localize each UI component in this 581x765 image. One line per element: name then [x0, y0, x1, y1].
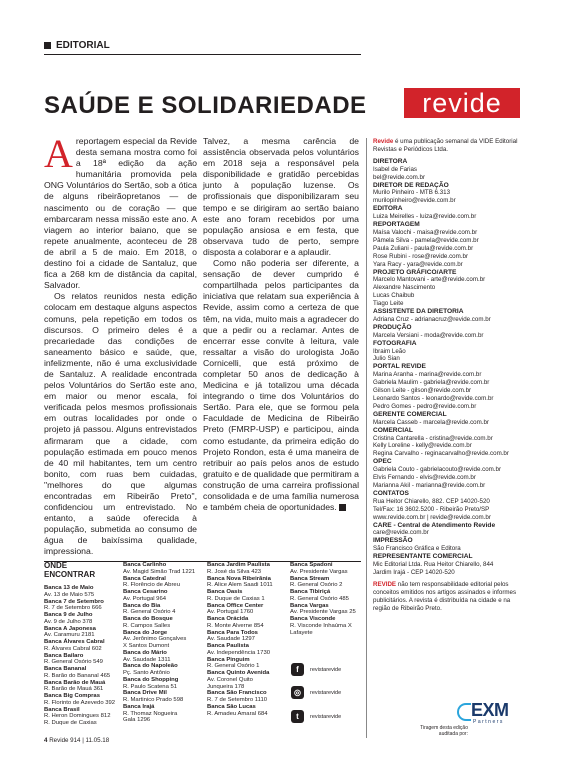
end-mark-icon: [339, 504, 346, 511]
newsstand-address: R. Duque de Caxias: [44, 720, 97, 726]
expediente-line: Yara Racy - yara@revide.com.br: [373, 260, 463, 268]
newsstand-address: R. Thomaz Nogueira: [123, 710, 178, 717]
expediente-line: bel@revide.com.br: [373, 173, 426, 181]
exm-sub: Partners: [473, 719, 504, 725]
newsstand-name: Banca Brasil: [44, 706, 80, 713]
newsstand-entry: [123, 690, 203, 704]
newsstand-address: R. General Osório 4: [123, 609, 176, 616]
expediente-line: Lucas Chaibub: [373, 292, 415, 300]
newsstand-entry: [44, 585, 116, 599]
newsstand-address: R. Florinto de Azevedo 392: [44, 699, 116, 706]
social-handle: revistarevide: [310, 713, 342, 720]
newsstand-address: R. 7 de Setembro 1110: [207, 697, 268, 703]
newsstand-entry: [207, 589, 287, 603]
intro-text: é uma publicação semanal da VIDE Editorial Revistas e Periódicos Ltda.: [373, 138, 518, 153]
newsstand-entry: [123, 663, 203, 677]
square-icon: [44, 42, 51, 49]
expediente-line: www.revide.com.br | revide@revide.com.br: [373, 513, 491, 521]
newsstand-name: Banca do Napoleão: [123, 663, 178, 670]
expediente-line: Adriana Cruz - adrianacruz@revide.com.br: [373, 315, 491, 323]
expediente-heading: COMERCIAL: [373, 426, 413, 434]
newsstand-entry: [290, 616, 370, 636]
newsstand-name: Banca Catedral: [123, 575, 166, 582]
page-footer: [44, 737, 109, 744]
newsstand-address: Pç. Santo Antônio: [123, 670, 170, 676]
newsstand-name: Banca Spadoni: [290, 562, 333, 568]
social-handle: revistarevide: [310, 666, 342, 673]
newsstand-entry: [123, 603, 203, 617]
expediente-line: Luiza Meirelles - luiza@revide.com.br: [373, 213, 477, 221]
expediente-line: Marcelo Mantovani - arte@revide.com.br: [373, 276, 486, 284]
article-paragraph: Os relatos reunidos nesta edição colocam em destaque alguns aspectos comuns, pela repetição em todos os discursos. O primeiro deles é a precariedade das condições de saneamento básico e saúde, que, infelizmente, não é uma exclusividade de Santaluz. A realidade encontrada pelos Voluntários do Sertão este ano, em maior ou menor escala, foi verificada pelos mesmos profissionais em outras localidades por onde o projeto já passou. Alguns entrevistados afirmaram que a cidade, com população estimada em pouco menos de 40 mil habitantes, tem um centro bonito, com ruas bem cuidadas, "melhores do que algumas encontradas em Ribeirão Preto", confidenciou um entrevistado. No entanto, a saúde oferecida à população, submetida ao consumo de água de baixíssima qualidade, impressiona.: [44, 291, 197, 557]
social-link[interactable]: [291, 710, 341, 723]
article-column-1: [44, 131, 197, 558]
brand-name: Revide: [373, 138, 394, 145]
expediente-heading: FOTOGRAFIA: [373, 339, 417, 347]
expediente-line: Elvis Fernando - elvis@revide.com.br: [373, 474, 476, 482]
expediente-heading: PRODUÇÃO: [373, 323, 412, 331]
newsstand-address: R. General Osório 485: [290, 595, 349, 602]
newsstand-address: R. Monte Alverne 854: [207, 622, 264, 629]
newsstand-address: Av. Portugal 964: [123, 595, 167, 602]
newsstand-address: Av. 13 de Maio 575: [44, 591, 95, 598]
newsstand-address: Av. Independência 1730: [207, 649, 270, 656]
revide-logo: revide: [404, 88, 520, 118]
newsstand-name: Banca Paulista: [207, 643, 249, 649]
newsstand-address: R. Álvares Cabral 602: [44, 645, 102, 652]
page-title: SAÚDE E SOLIDARIEDADE: [44, 92, 367, 119]
title-line: ENCONTRAR: [44, 570, 96, 579]
expediente-line: Marina Aranha - marina@revide.com.br: [373, 371, 482, 379]
newsstand-entry: [44, 612, 116, 626]
section-label: [44, 40, 110, 51]
newsstand-address: R. Visconde Inhaúma X: [290, 622, 352, 629]
newsstand-name: Banca A Japonesa: [44, 625, 96, 632]
newsstand-entry: [123, 630, 203, 644]
expediente-heading: EDITORA: [373, 205, 403, 213]
onde-encontrar-title: [44, 561, 95, 579]
newsstand-name: Banca 13 de Maio: [44, 585, 94, 591]
expediente-line: Isabel de Farias: [373, 165, 418, 173]
newsstand-name: Banca Para Todos: [207, 629, 258, 636]
newsstand-address: Av. Presidente Vargas: [290, 568, 348, 575]
newsstand-entry: [44, 720, 116, 727]
brand-name: REVIDE: [373, 580, 397, 588]
newsstand-address: R. Florêncio de Abreu: [123, 582, 180, 589]
audit-note: Tiragem desta edição auditada por:: [420, 725, 468, 737]
expediente-heading: DIRETORA: [373, 157, 408, 165]
newsstand-list-4: [290, 562, 370, 636]
footer-text: Revide 914 | 11.05.18: [49, 737, 110, 744]
expediente-line: Gilson Leite - gilson@revide.com.br: [373, 387, 472, 395]
newsstand-name: Banca Jardim Paulista: [207, 562, 270, 568]
newsstand-address: R. José da Silva 423: [207, 568, 262, 575]
disclaimer: [373, 581, 527, 613]
newsstand-entry: [123, 650, 203, 664]
newsstand-address: R. Alice Alem Saadi 1011: [207, 582, 273, 589]
newsstand-entry: [290, 589, 370, 603]
newsstand-address: Av. Coronel Quito: [207, 676, 253, 683]
newsstand-address: Av. Presidente Vargas 25: [290, 609, 356, 616]
newsstand-entry: [44, 599, 116, 613]
newsstand-address: Lafayete: [290, 629, 313, 636]
newsstand-name: Banca do Bosque: [123, 616, 173, 622]
newsstand-name: Banca Bananal: [44, 666, 87, 672]
newsstand-name: Banca Irajá: [123, 703, 155, 710]
disclaimer-text: não tem responsabilidade editorial pelos conceitos emitidos nos artigos assinados e informes publicitários. A revista é distribuída na cidade e na região de Ribeirão Preto.: [373, 580, 517, 612]
newsstand-entry: [207, 657, 287, 671]
expediente-line: Alexandre Nascimento: [373, 284, 436, 292]
expediente-heading: REPORTAGEM: [373, 221, 420, 229]
newsstand-list-1: [44, 585, 116, 727]
article-column-2: [203, 136, 359, 513]
newsstand-address: Av. Portugal 1760: [207, 609, 254, 616]
title-line: ONDE: [44, 561, 68, 570]
newsstand-name: Banca Orácida: [207, 616, 249, 622]
expediente-line: Rose Rubini - rose@revide.com.br: [373, 252, 469, 260]
newsstand-entry: [44, 653, 116, 667]
expediente-line: murilopinheiro@revide.com.br: [373, 197, 456, 205]
newsstand-address: R. Campos Salles: [123, 622, 171, 629]
paragraph-text: Como não poderia ser diferente, a sensação de dever cumprido é compartilhada pelos participantes da iniciativa que relatam sua experiência à Revide, assim como a certeza de que têm, na vida, muito mais a agradecer do que a pedir ou a reclamar. Antes de encerrar esse convite à leitura, vale ressaltar a visão do urologista João Cornicelli, que está próximo de completar 50 anos de dedicação à Medicina e já totalizou uma década integrando o time dos Voluntários do Sertão. Para ele, que se formou pela Faculdade de Medicina de Ribeirão Preto (FMRP-USP) e participou, ainda como estudante, da primeira edição do Projeto Rondon, esta é uma maneira de retribuir ao país pelos anos de estudo gratuito e de qualidade que permitiram a construção de uma carreira profissional consolidada e de uma família numerosa e também cheia de oportunidades.: [203, 258, 359, 513]
column-divider: [366, 138, 367, 738]
expediente-heading: REPRESENTANTE COMERCIAL: [373, 553, 473, 561]
expediente: [373, 138, 527, 612]
expediente-line: Pedro Gomes - pedro@revide.com.br: [373, 402, 477, 410]
newsstand-name: Banca São Lucas: [207, 703, 256, 710]
expediente-line: Marianna Akil - marianna@revide.com.br: [373, 481, 486, 489]
facebook-icon: f: [291, 663, 304, 676]
expediente-line: Gabriela Couto - gabrielacouto@revide.com.br: [373, 466, 502, 474]
expediente-line: Maísa Valochi - maisa@revide.com.br: [373, 228, 478, 236]
newsstand-name: Banca São Francisco: [207, 690, 267, 697]
social-link[interactable]: [291, 686, 341, 699]
section-text: EDITORIAL: [56, 40, 110, 51]
newsstand-name: Banca Álvares Cabral: [44, 639, 105, 645]
article-paragraph: [44, 131, 197, 291]
expediente-line: Pâmela Silva - pamela@revide.com.br: [373, 236, 479, 244]
newsstand-name: Banca Tibiriçá: [290, 589, 331, 595]
newsstand-entry: [44, 626, 116, 640]
newsstand-address: R. Barão do Bananal 465: [44, 672, 111, 679]
newsstand-entry: [290, 576, 370, 590]
expediente-line: São Francisco Gráfica e Editora: [373, 545, 461, 553]
newsstand-address: R. Heron Domingues 812: [44, 713, 111, 720]
expediente-line: Tiago Leite: [373, 300, 404, 308]
instagram-icon: ◎: [291, 686, 304, 699]
article-paragraph: Talvez, a mesma carência de assistência observada pelos voluntários em 2018 seja a responsável pela disponibilidade e gratidão percebidas junto à população luzense. Os profissionais que disponibilizaram seu tempo e se dirigiram ao sertão baiano este ano foram recebidos por uma população ansiosa e em festa, que observava tudo de perto, sempre disposta a colaborar e a aplaudir.: [203, 136, 359, 257]
newsstand-address: Gala 1296: [123, 717, 151, 724]
expediente-line: Cristina Cantarella - cristina@revide.com.br: [373, 434, 493, 442]
newsstand-name: Banca do Shopping: [123, 676, 179, 683]
newsstand-list-3: [207, 562, 287, 717]
newsstand-name: Banca Big Compras: [44, 693, 100, 699]
expediente-heading: GERENTE COMERCIAL: [373, 410, 447, 418]
newsstand-entry: [123, 616, 203, 630]
newsstand-name: Banca Stream: [290, 575, 330, 582]
newsstand-address: R. General Osório 1: [207, 663, 260, 670]
newsstand-name: Banca Nova Ribeirânia: [207, 575, 271, 582]
expediente-heading: CARE - Central de Atendimento Revide: [373, 521, 496, 529]
top-rule: [44, 54, 361, 55]
exm-logo: [471, 701, 527, 725]
newsstand-name: Banca Office Center: [207, 602, 264, 609]
expediente-line: Kelly Loreline - kelly@revide.com.br: [373, 442, 472, 450]
expediente-heading: PORTAL REVIDE: [373, 363, 426, 371]
expediente-line: care@revide.com.br: [373, 529, 429, 537]
drop-cap: A: [44, 131, 73, 176]
newsstand-name: Banca 9 de Julho: [44, 612, 93, 618]
expediente-line: Tel/Fax: 16 3602.5200 - Ribeirão Preto/SP: [373, 505, 490, 513]
newsstand-name: Banca Bailaro: [44, 652, 84, 659]
newsstand-entry: [123, 562, 203, 576]
expediente-line: Marcela Versiani - moda@revide.com.br: [373, 331, 484, 339]
newsstand-entry: [44, 666, 116, 680]
newsstand-entry: [123, 589, 203, 603]
newsstand-entry: [207, 690, 287, 704]
newsstand-address: R. General Osório 549: [44, 659, 103, 666]
twitter-icon: t: [291, 710, 304, 723]
newsstand-address: R. Martinico Prado 598: [123, 697, 184, 703]
paragraph-text: reportagem especial da Revide desta semana mostra como foi a 18ª edição da ação humanitária promovida pela ONG Voluntários do Sertão, sob a ótica de alguns ribeirãopretanos — de nascimento ou de coração — que embarcaram nessa missão este ano. A viagem ao interior baiano, que se repete anualmente, aconteceu de 28 de abril a 5 de maio. Em 2018, o destino foi a cidade de Santaluz, que fica a 268 km de distância da capital, Salvador.: [44, 136, 197, 291]
newsstand-address: Av. Caramuru 2181: [44, 632, 95, 639]
newsstand-address: R. Amadeu Amaral 684: [207, 710, 268, 717]
newsstand-name: Banca do Jorge: [123, 629, 168, 636]
newsstand-name: Banca Vargas: [290, 602, 329, 609]
expediente-intro: [373, 138, 527, 154]
newsstand-address: R. Paulo Scatena 51: [123, 683, 178, 690]
newsstand-name: Banca Quinto Avenida: [207, 670, 270, 676]
newsstand-address: R. General Osório 2: [290, 582, 343, 589]
newsstand-entry: [123, 704, 203, 718]
expediente-heading: IMPRESSÃO: [373, 537, 413, 545]
newsstand-address: R. 7 de Setembro 666: [44, 605, 102, 612]
newsstand-entry: [290, 562, 370, 576]
newsstand-address: R. Barão de Mauá 361: [44, 686, 104, 693]
expediente-heading: DIRETOR DE REDAÇÃO: [373, 181, 449, 189]
expediente-sections: [373, 158, 527, 577]
newsstand-address: Av. Jerônimo Gonçalves: [123, 636, 187, 643]
expediente-line: Regina Carvalho - reginacarvalho@revide.com.br: [373, 450, 509, 458]
newsstand-entry: [207, 670, 287, 690]
social-link[interactable]: [291, 663, 341, 676]
newsstand-address: Av. 9 de Julho 378: [44, 618, 93, 625]
expediente-line: Rua Heitor Chiarello, 882. CEP 14020-520: [373, 497, 490, 505]
newsstand-address: Junqueira 178: [207, 683, 245, 690]
newsstand-name: Banca Oasis: [207, 589, 243, 595]
expediente-line: Paula Zuliani - paula@revide.com.br: [373, 244, 474, 252]
expediente-line: Ibraim Leão: [373, 347, 406, 355]
expediente-heading: PROJETO GRÁFICO/ARTE: [373, 268, 457, 276]
expediente-line: Leonardo Santos - leonardo@revide.com.br: [373, 395, 494, 402]
expediente-heading: OPEC: [373, 458, 392, 466]
newsstand-address: Av. Saudade 1311: [123, 656, 171, 663]
newsstand-entry: [44, 639, 116, 653]
expediente-line: Murilo Pinheiro - MTB 6.313: [373, 189, 451, 197]
newsstand-entry: [44, 707, 116, 721]
newsstand-entry: [207, 704, 287, 718]
expediente-line: Gabriela Maulim - gabriela@revide.com.br: [373, 379, 490, 387]
newsstand-entry: [207, 562, 287, 576]
expediente-heading: CONTATOS: [373, 489, 409, 497]
newsstand-name: Banca do Mário: [123, 649, 167, 656]
newsstand-name: Banca Barão de Mauá: [44, 679, 106, 686]
newsstand-name: Banca Pinguim: [207, 656, 250, 663]
newsstand-entry: [44, 680, 116, 694]
newsstand-entry: [207, 576, 287, 590]
newsstand-name: Banca 7 de Setembro: [44, 598, 104, 605]
newsstand-name: Banca Drive Mil: [123, 690, 167, 697]
newsstand-entry: [123, 717, 203, 724]
page-number: 4: [44, 737, 48, 744]
newsstand-address: X Santos Dumont: [123, 643, 170, 649]
expediente-heading: ASSISTENTE DA DIRETORIA: [373, 308, 464, 316]
article-paragraph: [203, 258, 359, 513]
newsstand-entry: [44, 693, 116, 707]
newsstand-address: Av. Saudade 1297: [207, 636, 255, 643]
expediente-line: Jardim Irajá - CEP 14020-520: [373, 568, 455, 576]
newsstand-name: Banca Carlinho: [123, 562, 167, 568]
newsstand-name: Banca Cesarino: [123, 589, 168, 595]
newsstand-entry: [207, 630, 287, 644]
newsstand-entry: [290, 603, 370, 617]
newsstand-name: Banca do Bia: [123, 602, 161, 609]
newsstand-address: Av. Magid Simão Trad 1221: [123, 568, 196, 575]
newsstand-name: Banca Visconde: [290, 616, 336, 622]
expediente-line: Marcela Casseb - marcela@revide.com.br: [373, 418, 489, 426]
newsstand-entry: [207, 616, 287, 630]
newsstand-entry: [123, 677, 203, 691]
exm-arc-icon: [457, 703, 471, 721]
newsstand-address: R. Duque de Caxias 1: [207, 595, 265, 602]
newsstand-entry: [123, 643, 203, 650]
social-handle: revistarevide: [310, 689, 342, 696]
newsstand-entry: [207, 603, 287, 617]
expediente-line: Mic Editorial Ltda. Rua Heitor Chiarello, 844: [373, 561, 494, 569]
newsstand-entry: [207, 643, 287, 657]
exm-title: EXM: [471, 700, 509, 720]
expediente-line: Julio Sian: [373, 355, 400, 363]
newsstand-entry: [123, 576, 203, 590]
newsstand-list-2: [123, 562, 203, 724]
